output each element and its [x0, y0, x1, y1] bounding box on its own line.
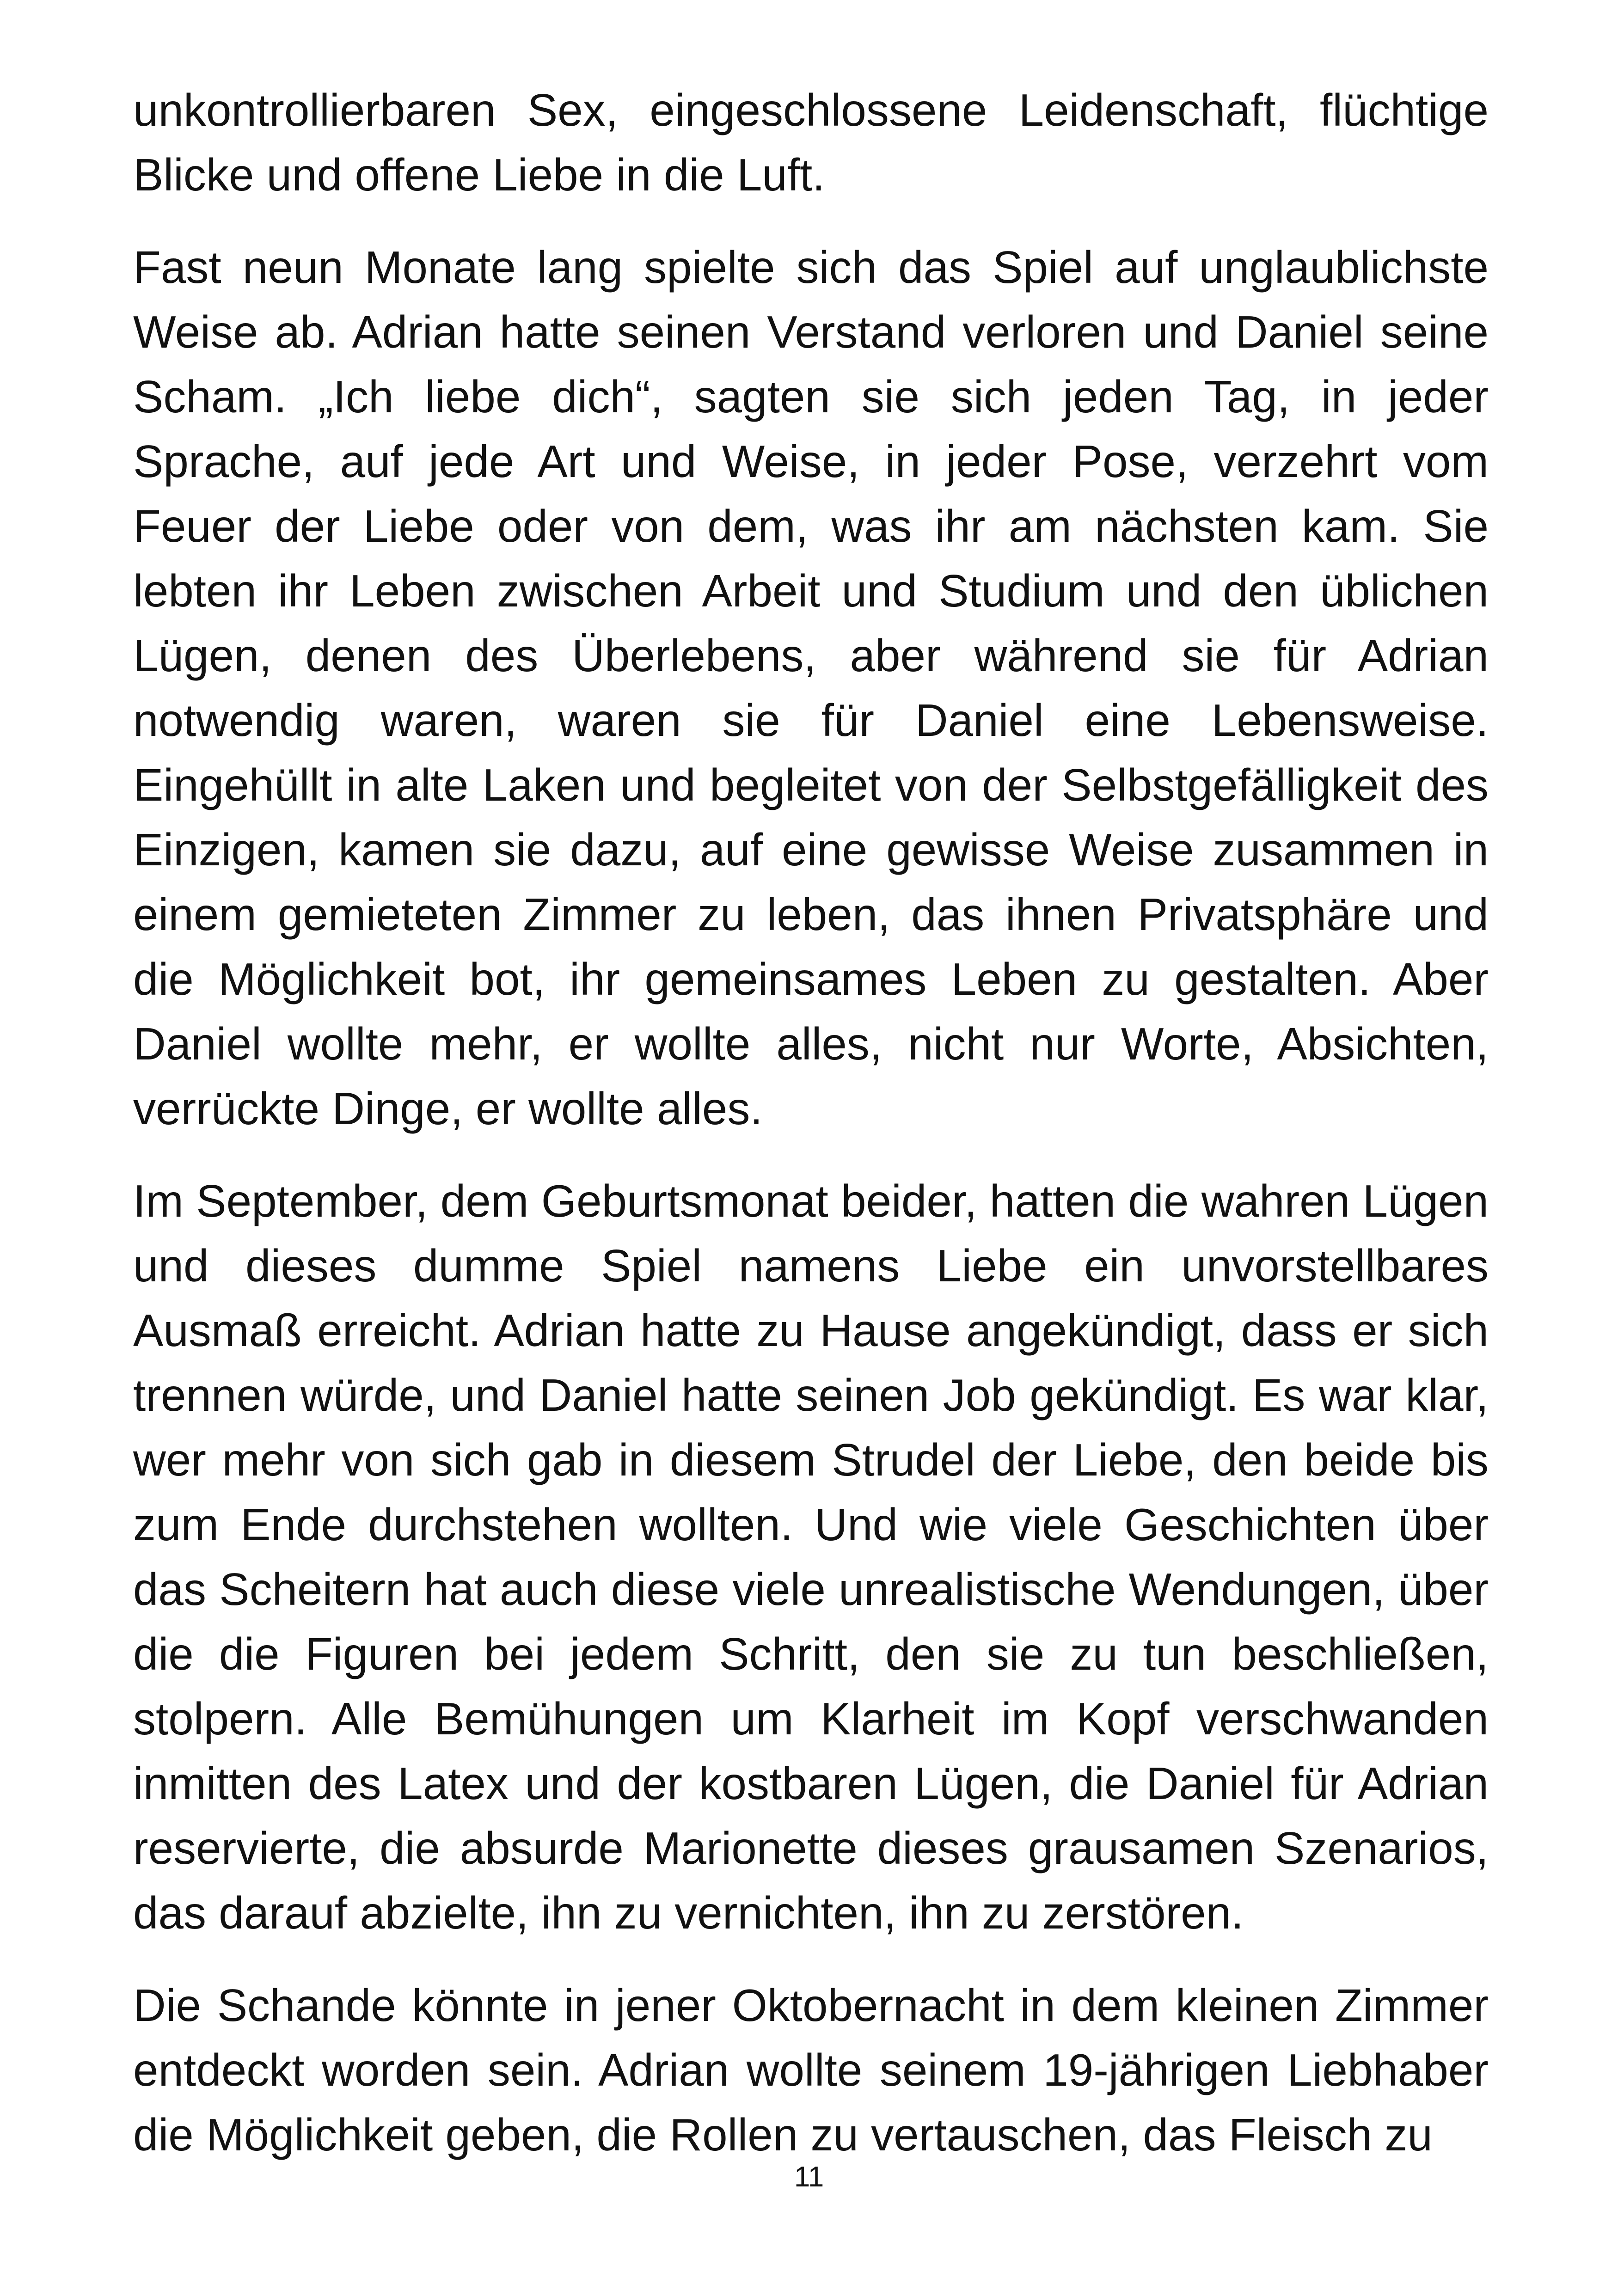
paragraph-2: Fast neun Monate lang spielte sich das Spiel auf unglaublichste Weise ab. Adrian hatte seinen Verstand verloren und Daniel seine Scham. „Ich liebe dich“, sagten sie sich jeden Tag, in jeder Sprache, auf jede Art und Weise, in jeder Pose, verzehrt vom Feuer der Liebe oder von dem, was ihr am nächsten kam. Sie lebten ihr Leben zwischen Arbeit und Studium und den üblichen Lügen, denen des Überlebens, aber während sie für Adrian notwendig waren, waren sie für Daniel eine Lebensweise. Eingehüllt in alte Laken und begleitet von der Selbstgefälligkeit des Einzigen, kamen sie dazu, auf eine gewisse Weise zusammen in einem gemieteten Zimmer zu leben, das ihnen Privatsphäre und die Möglichkeit bot, ihr gemeinsames Leben zu gestalten. Aber Daniel wollte mehr, er wollte alles, nicht nur Worte, Absichten, verrückte Dinge, er wollte alles.	[133, 242, 1489, 1134]
paragraph-3: Im September, dem Geburtsmonat beider, hatten die wahren Lügen und dieses dumme Spiel namens Liebe ein unvorstellbares Ausmaß erreicht. Adrian hatte zu Hause angekündigt, dass er sich trennen würde, und Daniel hatte seinen Job gekündigt. Es war klar, wer mehr von sich gab in diesem Strudel der Liebe, den beide bis zum Ende durchstehen wollten. Und wie viele Geschichten über das Scheitern hat auch diese viele unrealistische Wendungen, über die die Figuren bei jedem Schritt, den sie zu tun beschließen, stolpern. Alle Bemühungen um Klarheit im Kopf verschwanden inmitten des Latex und der kostbaren Lügen, die Daniel für Adrian reservierte, die absurde Marionette dieses grausamen Szenarios, das darauf abzielte, ihn zu vernichten, ihn zu zerstören.	[133, 1176, 1489, 1938]
page-body	[133, 78, 1489, 2195]
paragraph-4: Die Schande könnte in jener Oktobernacht in dem kleinen Zimmer entdeckt worden sein. Adrian wollte seinem 19-jährigen Liebhaber die Möglichkeit geben, die Rollen zu vertauschen, das Fleisch zu	[133, 1980, 1489, 2160]
page-number: 11	[794, 2161, 824, 2193]
paragraph-1: unkontrollierbaren Sex, eingeschlossene Leidenschaft, flüchtige Blicke und offene Liebe in die Luft.	[133, 85, 1489, 200]
